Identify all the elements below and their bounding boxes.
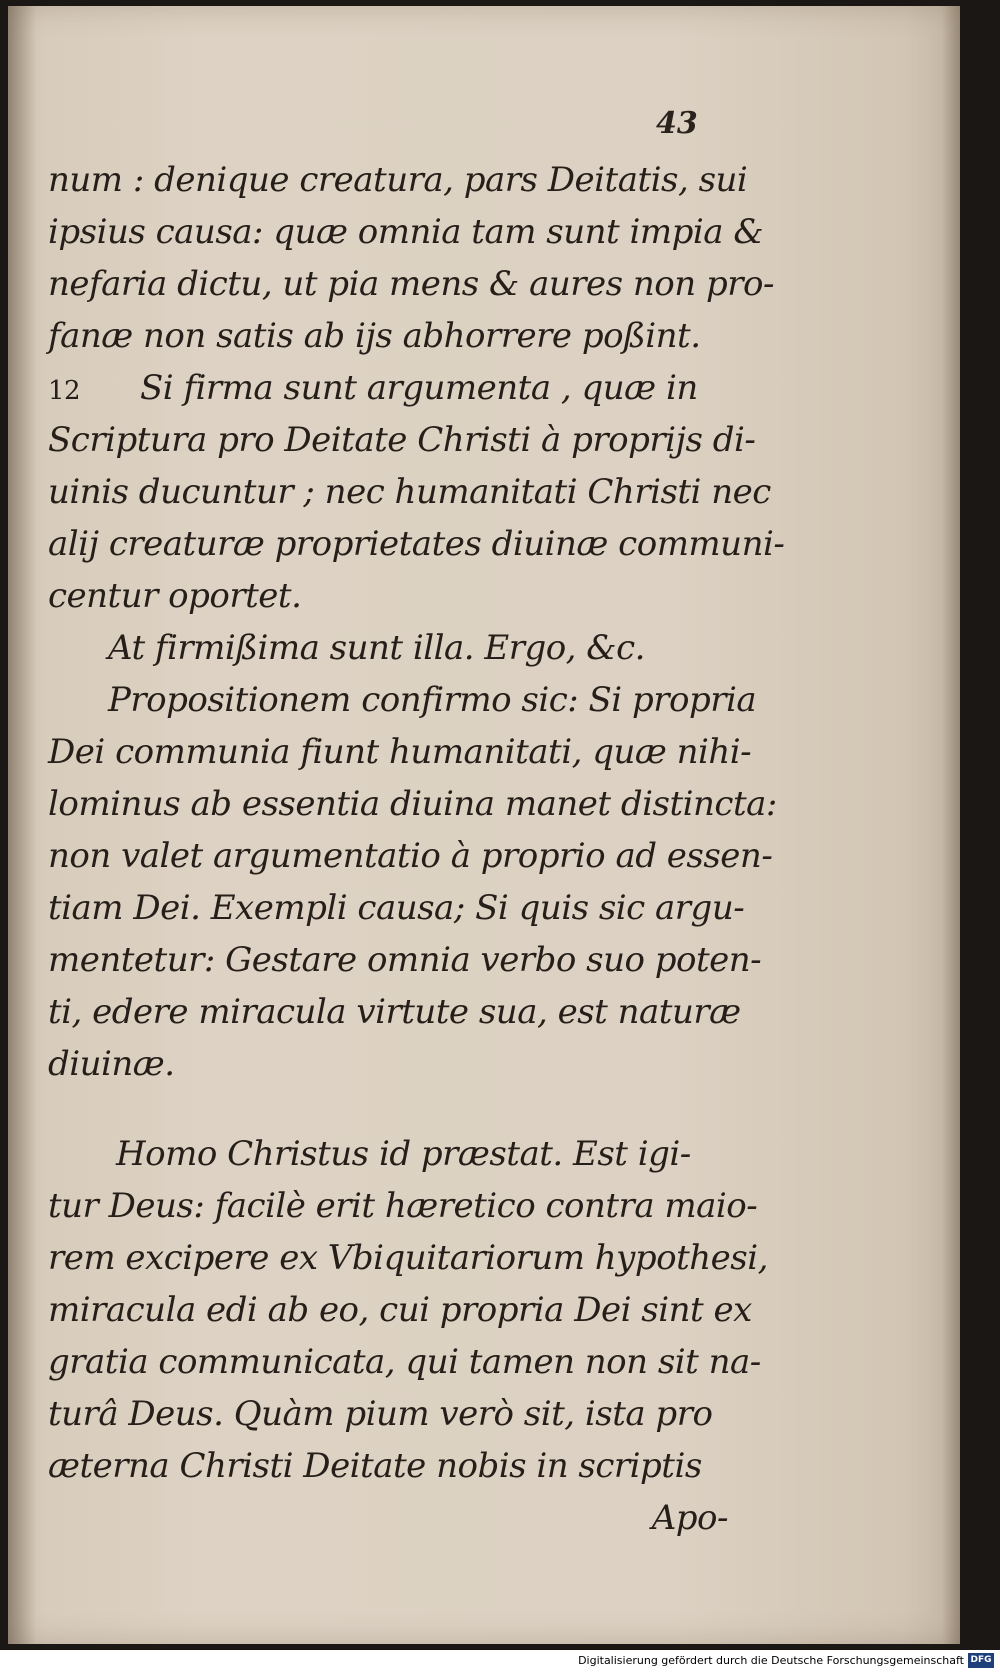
text-line: diuinæ. [48, 1044, 175, 1084]
text-line: tiam Dei. Exempli causa; Si quis sic argu- [48, 888, 745, 928]
text-line: turâ Deus. Quàm pium verò sit, ista pro [48, 1394, 713, 1434]
text-line: ipsius causa: quæ omnia tam sunt impia & [48, 212, 764, 252]
text-line [48, 362, 728, 414]
book-page [8, 6, 960, 1644]
text-line: lominus ab essentia diuina manet distincta: [48, 784, 777, 824]
text-line: centur oportet. [48, 576, 302, 616]
page-edge-shadow [942, 6, 960, 1644]
text-line: num : denique creatura, pars Deitatis, sui [48, 160, 748, 200]
text-line: gratia communicata, qui tamen non sit na- [48, 1342, 761, 1382]
text-line: uinis ducuntur ; nec humanitati Christi nec [48, 472, 771, 512]
text-line: At firmißima sunt illa. Ergo, &c. [108, 628, 645, 668]
text-line: ti, edere miracula virtute sua, est naturæ [48, 992, 741, 1032]
catchword: Apo- [651, 1498, 728, 1538]
body-text [48, 154, 785, 1544]
page-gutter-shadow [8, 6, 36, 1644]
text-line: Propositionem confirmo sic: Si propria [108, 680, 757, 720]
text-line: Scriptura pro Deitate Christi à proprijs di- [48, 420, 756, 460]
funding-credit: Digitalisierung gefördert durch die Deutsche Forschungsgemeinschaft [578, 1654, 964, 1667]
text-line: alij creaturæ proprietates diuinæ communi- [48, 524, 785, 564]
text-line: fanæ non satis ab ijs abhorrere poßint. [48, 316, 701, 356]
text-line: miracula edi ab eo, cui propria Dei sint ex [48, 1290, 752, 1330]
text-line: nefaria dictu, ut pia mens & aures non pro- [48, 264, 774, 304]
text-line-content: Si firma sunt argumenta , quæ in [140, 368, 698, 408]
footer-bar [0, 1650, 1000, 1673]
section-number: 12 [48, 376, 81, 406]
text-line: rem excipere ex Vbiquitariorum hypothesi, [48, 1238, 768, 1278]
text-line: tur Deus: facilè erit hæretico contra maio- [48, 1186, 758, 1226]
text-line: non valet argumentatio à proprio ad essen- [48, 836, 773, 876]
text-line: Dei communia fiunt humanitati, quæ nihi- [48, 732, 752, 772]
page-number: 43 [656, 106, 698, 141]
text-line: mentetur: Gestare omnia verbo suo poten- [48, 940, 762, 980]
dfg-logo-icon: DFG [968, 1653, 994, 1668]
text-line: Homo Christus id præstat. Est igi- [116, 1134, 691, 1174]
text-line: æterna Christi Deitate nobis in scriptis [48, 1446, 702, 1486]
